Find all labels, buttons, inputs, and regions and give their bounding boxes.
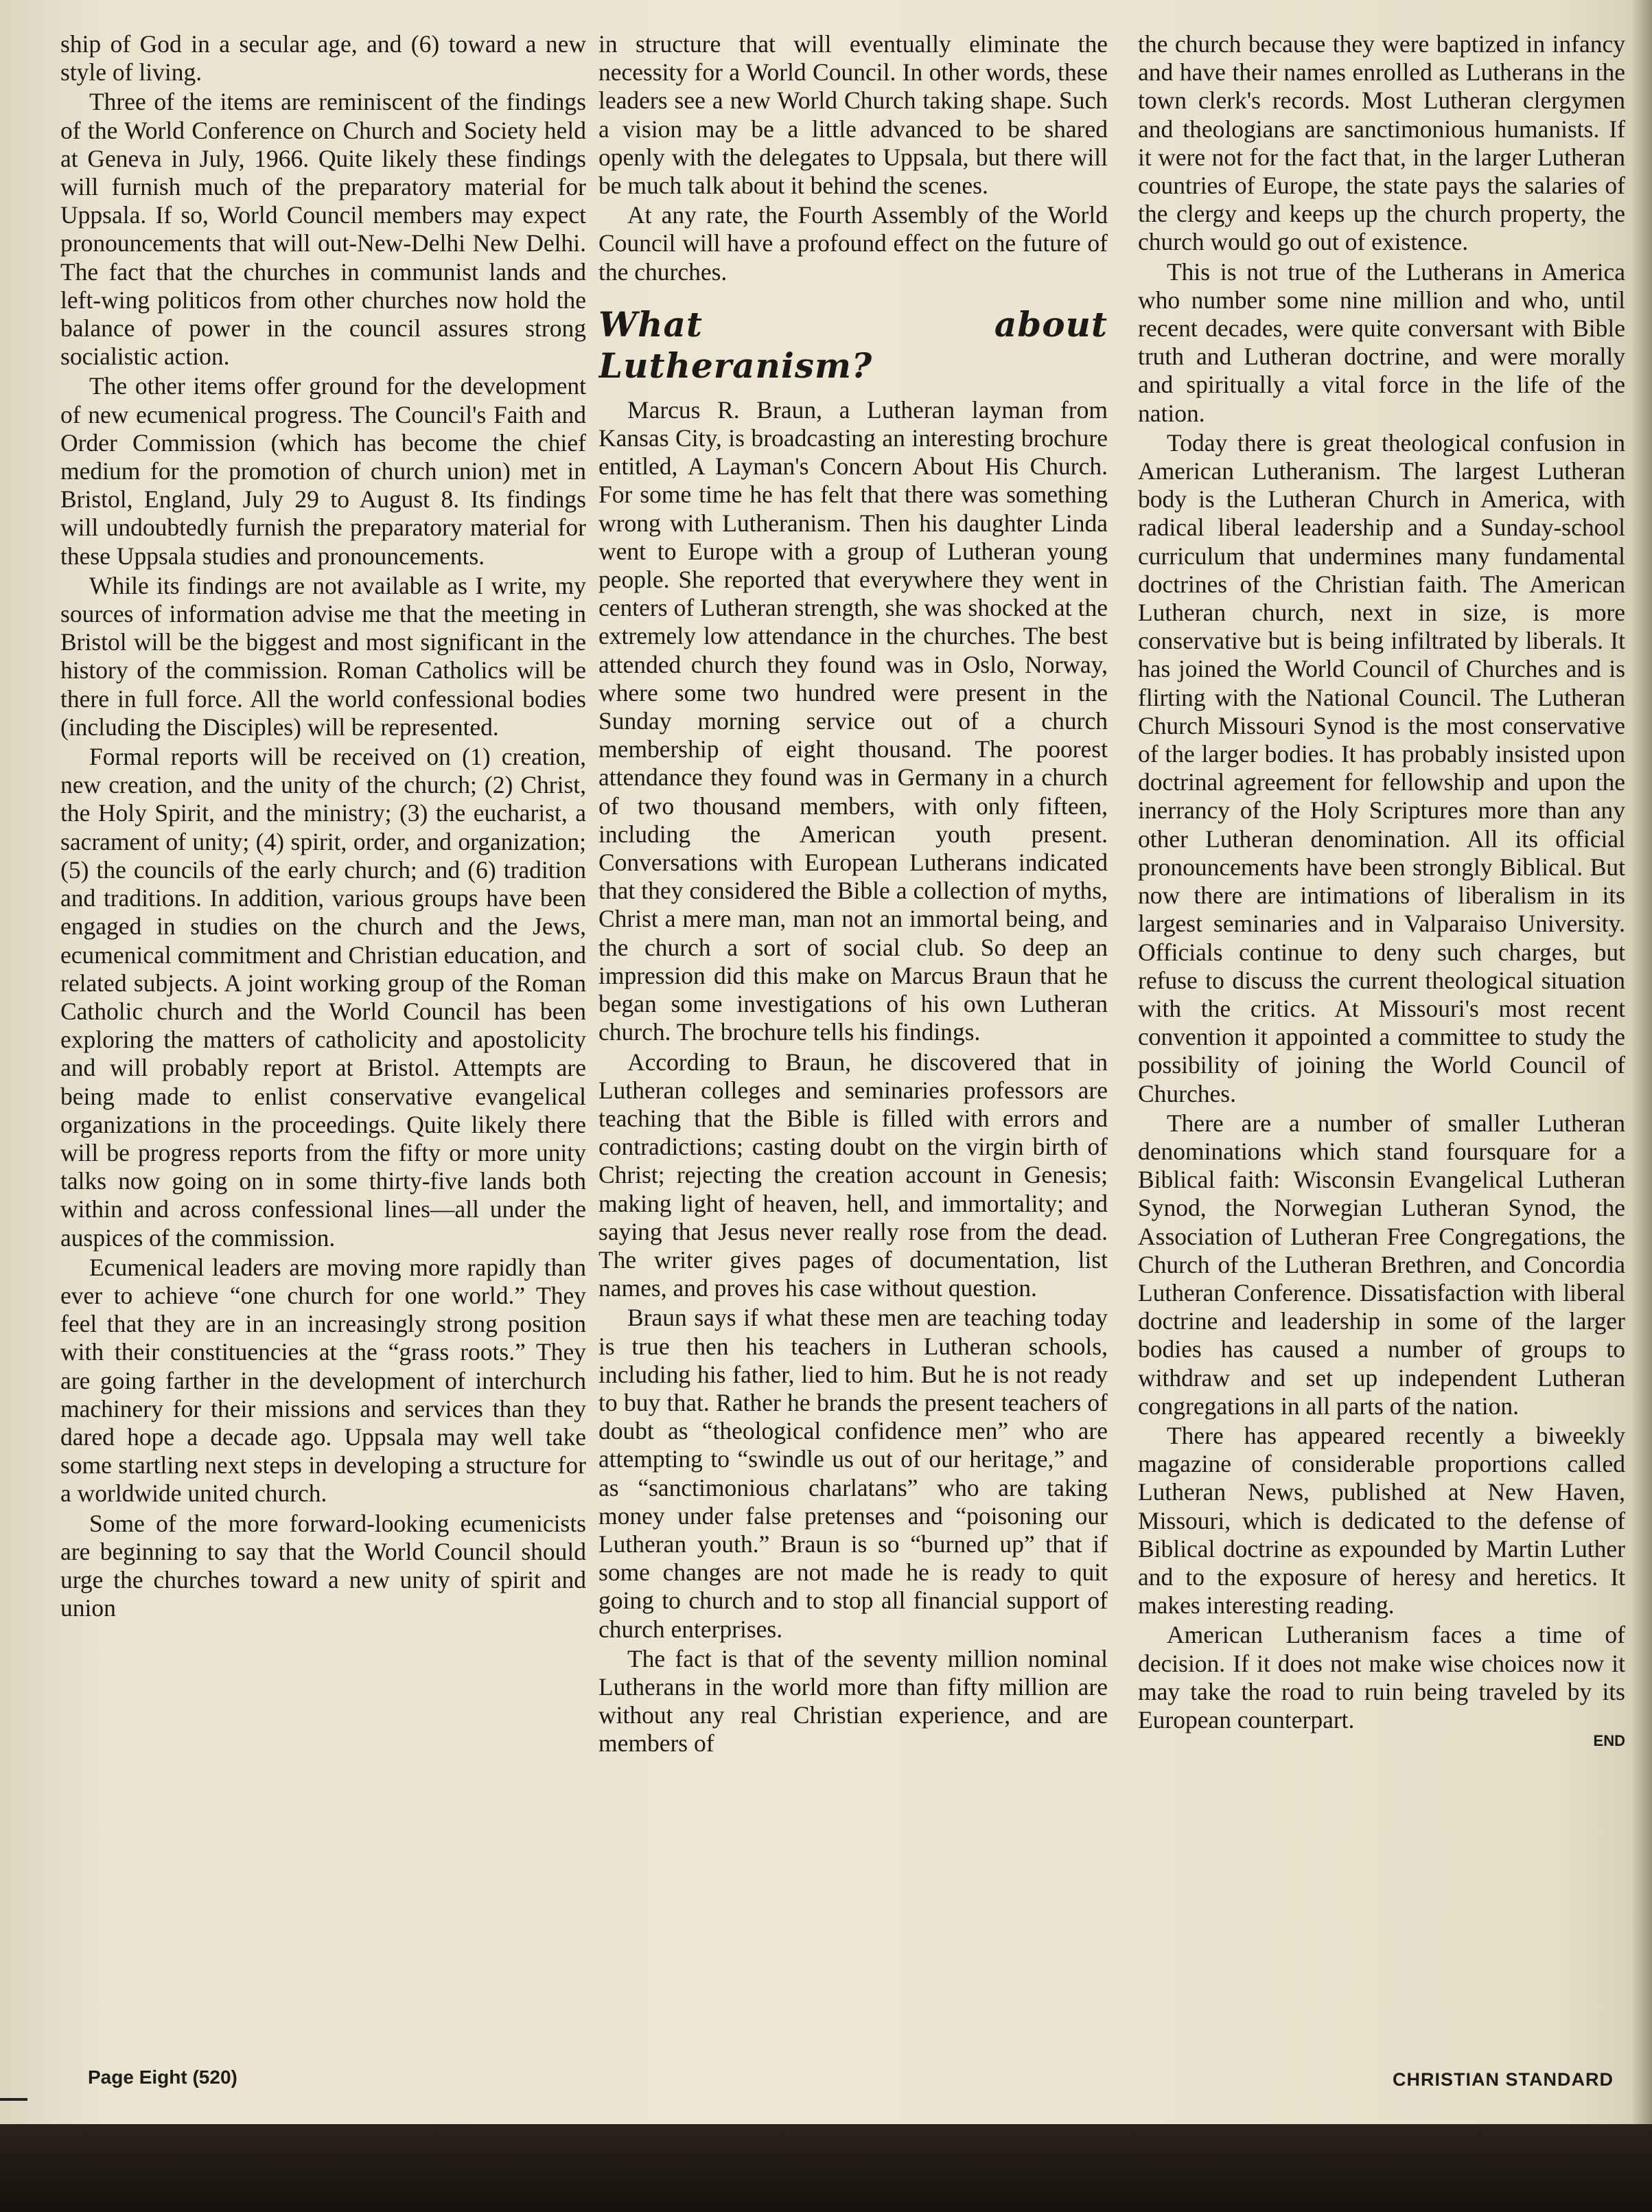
paragraph: ship of God in a secular age, and (6) toward a new style of living. — [60, 30, 586, 87]
paragraph: Some of the more forward-looking ecumenicists are beginning to say that the World Council should urge the churches toward a new unity of spirit and union — [60, 1509, 586, 1622]
paragraph: Today there is great theological confusion in American Lutheranism. The largest Lutheran body is the Lutheran Church in America, with radical liberal leadership and a Sunday-school curriculum that undermines many fundamental doctrines of the Christian faith. The American Lutheran church, next in size, is more conservative but is being infiltrated by liberals. It has joined the World Council of Churches and is flirting with the National Council. The Lutheran Church Missouri Synod is the most conservative of the larger bodies. It has probably insisted upon doctrinal agreement for fellowship and upon the inerrancy of the Holy Scriptures more than any other Lutheran denomination. All its official pronouncements have been strongly Biblical. But now there are intimations of liberalism in its largest seminaries and in Valparaiso University. Officials continue to deny such charges, but refuse to discuss the current theological situation with the critics. At Missouri's most recent convention it appointed a committee to study the possibility of joining the World Council of Churches. — [1138, 428, 1625, 1107]
column-2 — [598, 30, 1108, 2045]
scan-background-edge — [0, 2124, 1652, 2212]
paragraph: Three of the items are reminiscent of the findings of the World Conference on Church and Society held at Geneva in July, 1966. Quite likely these findings will furnish much of the preparatory material for Uppsala. If so, World Council members may expect pronouncements that will out-New-Delhi New Delhi. The fact that the churches in communist lands and left-wing politicos from other churches now hold the balance of power in the council assures strong socialistic action. — [60, 88, 586, 371]
paragraph: The fact is that of the seventy million nominal Lutherans in the world more than fifty million are without any real Christian experience, and are members of — [598, 1644, 1108, 1758]
end-mark: END — [1593, 1732, 1625, 1750]
column-1 — [60, 30, 586, 2045]
paragraph: According to Braun, he discovered that in Lutheran colleges and seminaries professors are teaching that the Bible is filled with errors and contradictions; casting doubt on the virgin birth of Christ; rejecting the creation account in Genesis; making light of heaven, hell, and immortality; and saying that Jesus never really rose from the dead. The writer gives pages of documentation, list names, and proves his case without question. — [598, 1048, 1108, 1302]
paragraph: While its findings are not available as I write, my sources of information advise me that the meeting in Bristol will be the biggest and most significant in the history of the commission. Roman Catholics will be there in full force. All the world confessional bodies (including the Disciples) will be represented. — [60, 571, 586, 741]
paragraph: There are a number of smaller Lutheran denominations which stand foursquare for a Biblical faith: Wisconsin Evangelical Lutheran Synod, the Norwegian Lutheran Synod, the Association of Lutheran Free Congregations, the Church of the Lutheran Brethren, and Concordia Lutheran Conference. Dissatisfaction with liberal doctrine and leadership in some of the larger bodies has caused a number of groups to withdraw and set up independent Lutheran congregations in all parts of the nation. — [1138, 1109, 1625, 1420]
paragraph: The other items offer ground for the development of new ecumenical progress. The Council's Faith and Order Commission (which has become the chief medium for the promotion of church union) met in Bristol, England, July 29 to August 8. Its findings will undoubtedly furnish the preparatory material for these Uppsala studies and pronouncements. — [60, 372, 586, 570]
paragraph: Braun says if what these men are teaching today is true then his teachers in Lutheran schools, including his father, lied to him. But he is not ready to buy that. Rather he brands the present teachers of doubt as “theological confidence men” who are attempting to “swindle us out of our heritage,” and as “sanctimonious charlatans” who are taking money under false pretenses and “poisoning our Lutheran youth.” Braun is so “burned up” that if some changes are not made he is ready to quit going to church and to stop all financial support of church enterprises. — [598, 1304, 1108, 1643]
paragraph: Marcus R. Braun, a Lutheran layman from Kansas City, is broadcasting an interesting brochure entitled, A Layman's Concern About His Church. For some time he has felt that there was something wrong with Lutheranism. Then his daughter Linda went to Europe with a group of Lutheran young people. She reported that everywhere they went in centers of Lutheran strength, she was shocked at the extremely low attendance in the churches. The best attended church they found was in Oslo, Norway, where some two hundred were present in the Sunday morning service out of a church membership of eight thousand. The poorest attendance they found was in Germany in a church of two thousand members, with only fifteen, including the American youth present. Conversations with European Lutherans indicated that they considered the Bible a collection of myths, Christ a mere man, man not an immortal being, and the church a sort of social club. So deep an impression did this make on Marcus Braun that he began some investigations of his own Lutheran church. The brochure tells his findings. — [598, 395, 1108, 1046]
section-heading: What about Lutheranism? — [598, 303, 1108, 386]
column-3 — [1138, 30, 1625, 2045]
paragraph: At any rate, the Fourth Assembly of the World Council will have a profound effect on the future of the churches. — [598, 201, 1108, 286]
page-number-label: Page Eight (520) — [88, 2066, 237, 2088]
binding-shadow — [1631, 0, 1652, 2128]
paragraph: This is not true of the Lutherans in America who number some nine million and who, until recent decades, were quite conversant with Bible truth and Lutheran doctrine, and were morally and spiritually a vital force in the life of the nation. — [1138, 257, 1625, 427]
publication-name: CHRISTIAN STANDARD — [1393, 2069, 1614, 2090]
paragraph: the church because they were baptized in infancy and have their names enrolled as Lutherans in the town clerk's records. Most Lutheran clergymen and theologians are sanctimonious humanists. If it were not for the fact that, in the larger Lutheran countries of Europe, the state pays the salaries of the clergy and keeps up the church property, the church would go out of existence. — [1138, 30, 1625, 256]
paragraph: American Lutheranism faces a time of decision. If it does not make wise choices now it may take the road to ruin being traveled by its European counterpart. — [1138, 1621, 1625, 1733]
paragraph: Ecumenical leaders are moving more rapidly than ever to achieve “one church for one world.” They feel that they are in an increasingly strong position with their constituencies at the “grass roots.” They are going farther in the development of interchurch machinery for their missions and services than they dared hope a decade ago. Uppsala may well take some startling next steps in developing a structure for a worldwide united church. — [60, 1253, 586, 1508]
paragraph: Formal reports will be received on (1) creation, new creation, and the unity of the church; (2) Christ, the Holy Spirit, and the ministry; (3) the eucharist, a sacrament of unity; (4) spirit, order, and organization; (5) the councils of the early church; and (6) tradition and traditions. In addition, various groups have been engaged in studies on the church and the Jews, ecumenical commitment and Christian education, and related subjects. A joint working group of the Roman Catholic church and the World Council has been exploring the matters of catholicity and apostolicity and will probably report at Bristol. Attempts are being made to enlist conservative evangelical organizations in the proceedings. Quite likely there will be progress reports from the fifty or more unity talks now going on in some thirty-five lands both within and across confessional lines—all under the auspices of the commission. — [60, 743, 586, 1252]
paragraph: in structure that will eventually eliminate the necessity for a World Council. In other words, these leaders see a new World Church taking shape. Such a vision may be a little advanced to be shared openly with the delegates to Uppsala, but there will be much talk about it behind the scenes. — [598, 30, 1108, 200]
margin-mark — [0, 2098, 27, 2101]
paragraph: There has appeared recently a biweekly magazine of considerable proportions called Lutheran News, published at New Haven, Missouri, which is dedicated to the defense of Biblical doctrine as expounded by Martin Luther and to the exposure of heresy and heretics. It makes interesting reading. — [1138, 1421, 1625, 1620]
